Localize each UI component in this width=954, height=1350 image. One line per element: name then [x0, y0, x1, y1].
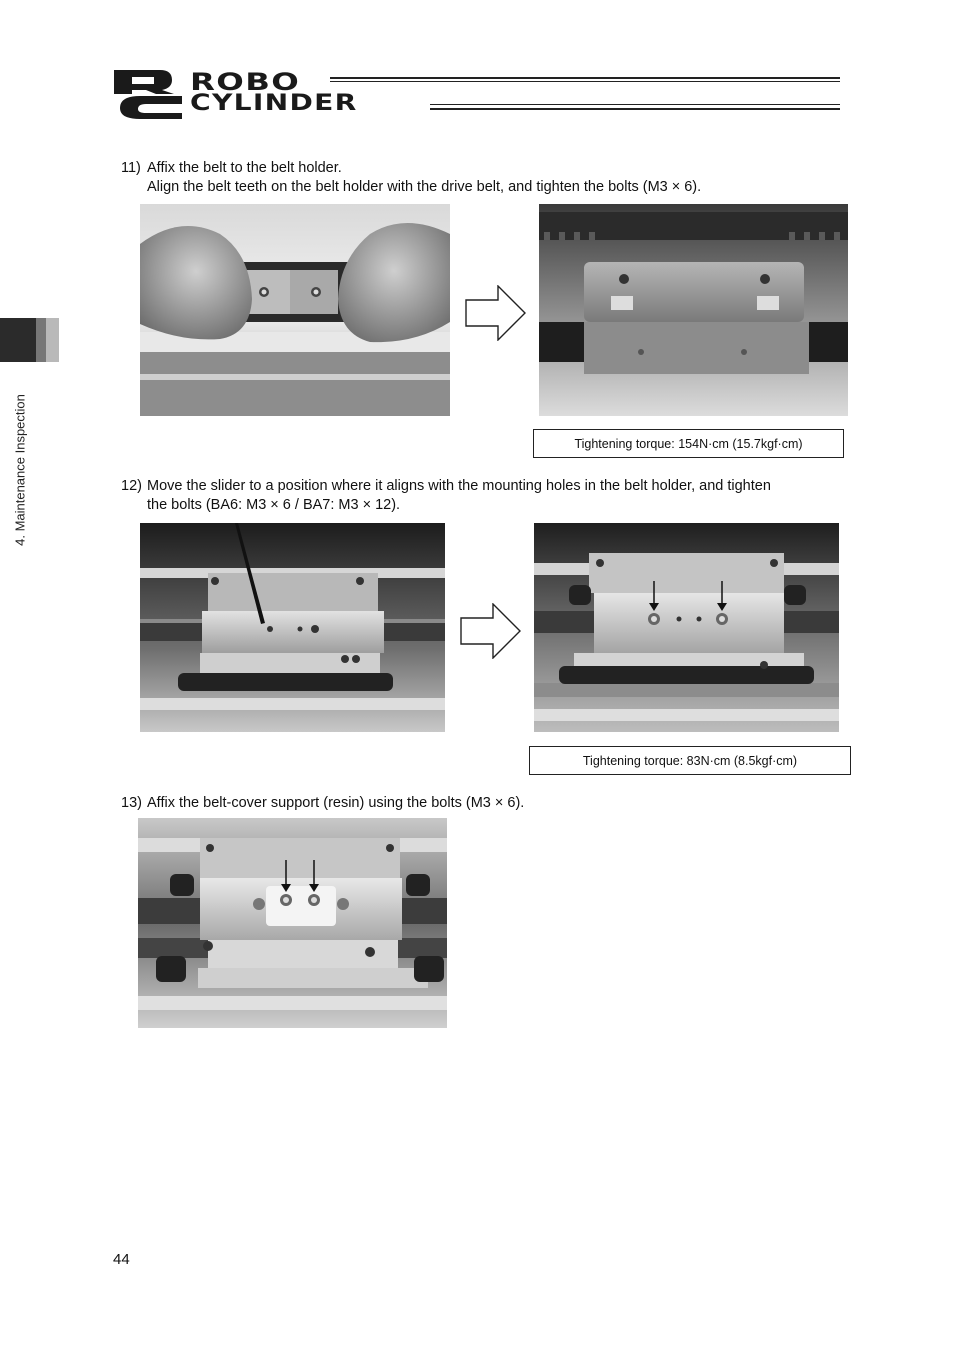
- brand-line-robo: ROBO: [190, 68, 301, 96]
- page-number: 44: [113, 1251, 130, 1268]
- photo-slider-hex-key: [140, 523, 445, 732]
- torque-box-step-12: Tightening torque: 83N·cm (8.5kgf·cm): [529, 746, 851, 775]
- rc-logo-mark: [112, 68, 184, 120]
- torque-box-step-11: Tightening torque: 154N·cm (15.7kgf·cm): [533, 429, 844, 458]
- right-arrow-icon: [460, 603, 522, 659]
- photo-belt-cover-support: [138, 818, 447, 1028]
- right-arrow-icon: [465, 285, 527, 341]
- header-rule-bottom-2: [430, 108, 840, 110]
- logo-letters: RC: [148, 88, 150, 89]
- step-text-line2: the bolts (BA6: M3 × 6 / BA7: M3 × 12).: [147, 497, 401, 513]
- photo-belt-holder-on-belt: [539, 204, 848, 416]
- step-11: [121, 159, 861, 199]
- header-rule-top-2: [330, 81, 840, 82]
- robo-cylinder-logo: [112, 68, 842, 120]
- side-tab-dark-block: [0, 318, 36, 362]
- side-tab-light-block: [46, 318, 59, 362]
- photo-belt-holder-fingers: [140, 204, 450, 416]
- step-number: 12): [121, 478, 142, 494]
- step-text-line1: Affix the belt to the belt holder.: [147, 160, 342, 176]
- side-tab-mid-block: [36, 318, 46, 362]
- step-number: 13): [121, 795, 142, 811]
- step-text-line1: Move the slider to a position where it aligns with the mounting holes in the belt holder, and tighten: [147, 478, 771, 494]
- photo-slider-bolts-tightened: [534, 523, 839, 732]
- header-rule-top-1: [330, 77, 840, 79]
- step-text-line1: Affix the belt-cover support (resin) using the bolts (M3 × 6).: [147, 795, 525, 811]
- header-rule-bottom-1: [430, 104, 840, 105]
- step-13: [121, 794, 861, 814]
- step-text-line2: Align the belt teeth on the belt holder with the drive belt, and tighten the bolts (M3 × 6).: [147, 179, 702, 195]
- step-number: 11): [121, 160, 141, 176]
- brand-line-cylinder: CYLINDER: [190, 91, 358, 116]
- step-12: [121, 477, 861, 517]
- chapter-side-label: 4. Maintenance Inspection: [12, 394, 28, 546]
